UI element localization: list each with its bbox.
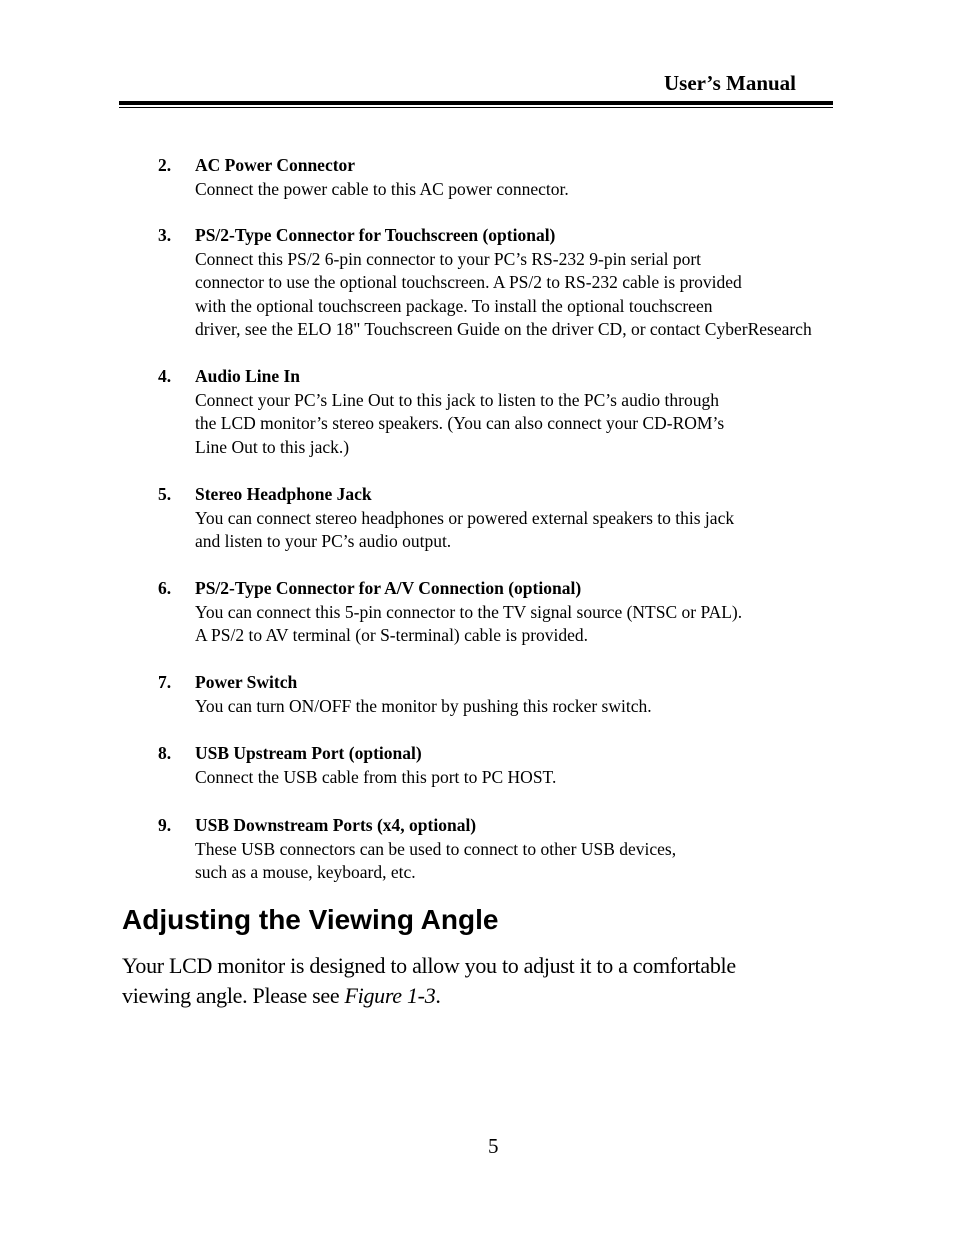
item-description [195, 838, 676, 885]
item-number: 3. [158, 225, 172, 245]
item-heading: USB Upstream Port (optional) [195, 743, 422, 763]
item-number: 5. [158, 484, 172, 504]
description-line: driver, see the ELO 18" Touchscreen Guide on the driver CD, or contact CyberResearch [195, 319, 812, 339]
page-header-title: User’s Manual [664, 71, 797, 95]
item-number: 4. [158, 366, 172, 386]
item-description [195, 178, 569, 202]
description-line: You can turn ON/OFF the monitor by pushing this rocker switch. [195, 695, 652, 716]
item-heading: AC Power Connector [195, 155, 356, 175]
description-line: with the optional touchscreen package. To install the optional touchscreen [195, 295, 713, 316]
figure-reference: Figure 1-3 [344, 983, 436, 1008]
section-paragraph [122, 951, 736, 1011]
header-rule-thick [119, 101, 833, 105]
item-description [195, 248, 812, 342]
section-title: Adjusting the Viewing Angle [122, 904, 499, 935]
description-line: Connect the USB cable from this port to PC HOST. [195, 766, 557, 787]
item-heading: Audio Line In [195, 366, 301, 386]
description-line: Line Out to this jack.) [195, 436, 350, 457]
item-number: 9. [158, 815, 172, 835]
item-description [195, 601, 742, 648]
item-number: 8. [158, 743, 172, 763]
paragraph-text: viewing angle. Please see [122, 983, 345, 1008]
item-heading: Power Switch [195, 672, 298, 692]
description-line: Connect this PS/2 6-pin connector to your PC’s RS-232 9-pin serial port [195, 248, 702, 269]
item-heading: PS/2-Type Connector for Touchscreen (optional) [195, 225, 556, 245]
item-heading: PS/2-Type Connector for A/V Connection (optional) [195, 578, 582, 598]
item-description [195, 695, 652, 719]
description-line: A PS/2 to AV terminal (or S-terminal) cable is provided. [195, 625, 589, 645]
item-number: 7. [158, 672, 172, 692]
paragraph-line [122, 981, 736, 1011]
paragraph-period: . [435, 983, 441, 1008]
paragraph-line: Your LCD monitor is designed to allow you to adjust it to a comfortable [122, 953, 736, 978]
item-description [195, 389, 724, 460]
item-description [195, 766, 556, 790]
description-line: and listen to your PC’s audio output. [195, 531, 452, 551]
description-line: the LCD monitor’s stereo speakers. (You can also connect your CD-ROM’s [195, 413, 725, 433]
description-line: connector to use the optional touchscreen. A PS/2 to RS-232 cable is provided [195, 272, 742, 292]
page-number: 5 [488, 1134, 499, 1158]
description-line: such as a mouse, keyboard, etc. [195, 862, 416, 882]
description-line: You can connect stereo headphones or powered external speakers to this jack [195, 507, 735, 528]
item-heading: USB Downstream Ports (x4, optional) [195, 815, 477, 835]
description-line: You can connect this 5-pin connector to the TV signal source (NTSC or PAL). [195, 601, 743, 622]
item-number: 6. [158, 578, 172, 598]
item-description [195, 507, 734, 554]
item-heading: Stereo Headphone Jack [195, 484, 372, 504]
description-line: Connect the power cable to this AC power connector. [195, 178, 569, 199]
item-number: 2. [158, 155, 172, 175]
header-rule-thin [119, 107, 833, 108]
description-line: These USB connectors can be used to connect to other USB devices, [195, 838, 677, 859]
description-line: Connect your PC’s Line Out to this jack to listen to the PC’s audio through [195, 389, 720, 410]
